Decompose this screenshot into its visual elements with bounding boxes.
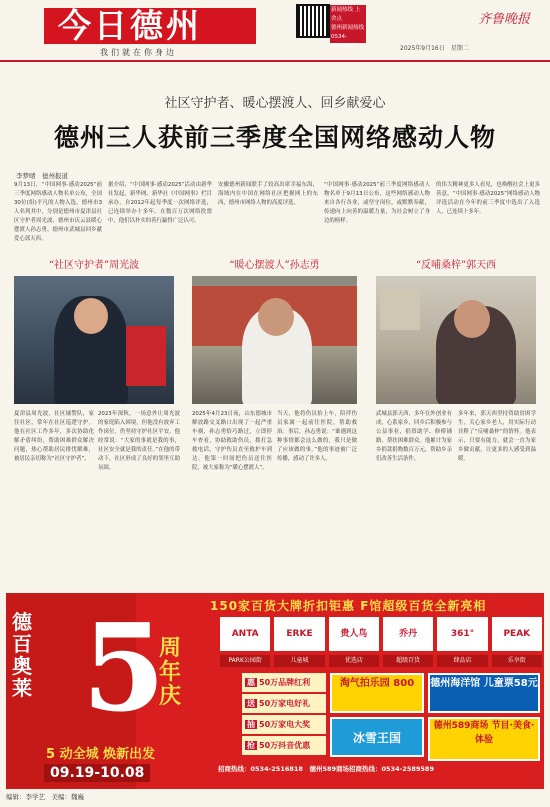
offer-item: [242, 673, 326, 692]
ad-anniversary-label: 周年庆: [159, 635, 182, 709]
lead-column-2: 据介绍，“中国网事·感动2025”活动由新华社发起，新华网、新华社《中国网事》栏目承办，自2012年起每季度一次网络评选，已连续举办十多年。在数百万次网络投票中，他们以朴实的善行赢得广泛认可。: [108, 182, 212, 224]
ad-panel-ice-kingdom: 冰雪王国: [330, 717, 424, 757]
offer-text: 50万品牌红利: [259, 678, 311, 687]
news-hotline-box: [330, 5, 366, 49]
person-face: [258, 298, 294, 336]
body-column-1: 夏津县周光波，社区辅警队，家住社区，常年在社区巡逻守护。他在社区工作多年，多次协助化解矛盾纠纷，帮助困难群众解决问题，热心帮助居民排忧解难，被居民亲切称为“社区守护者”。: [14, 411, 94, 462]
article-byline: 李梦晴 德州报道: [16, 172, 68, 180]
brand-logos-row: [220, 617, 542, 651]
paper-logo: 今日德州: [44, 8, 256, 44]
body-column-2: 2023年深秋，一场意外让周光波的家庭陷入困境，但他没有放弃工作岗位，仍坚持守护社区平安。他经常说：“大家的事就是我的事，社区安全就是我的责任。”在他的带动下，社区形成了良好的邻里互助氛围。: [98, 411, 180, 471]
hotline-line: 0534-: [331, 34, 347, 40]
body-column-4: 当天，他将伤员抬上车，陪伴伤员家属一起前往医院，帮助救治。事后，孙志勇说：“谁遇到这种事情都会这么做的，我只是做了应该做的事。”他的事迹被广泛传播，感动了许多人。: [277, 411, 357, 462]
person-face: [454, 300, 490, 338]
issue-date: 2025年9月16日 星期二: [400, 45, 469, 52]
page-footer-credits: 编辑：李学艺 美编：魏巍: [6, 793, 84, 801]
parent-paper-name: 齐鲁晚报: [478, 12, 531, 27]
category-label: 儿童城: [274, 655, 324, 667]
lead-column-1: 9月13日，“中国网事·感动2025”前三季度网络感动人物名单公布，全国30位(组)平凡的人物入选，德州市3人名列其中，分别是德州市夏津县社区守护者周光波、德州市庆云县暖心摆渡人孙志勇、德州市武城县回乡献爱心郭天西。: [14, 182, 102, 242]
ad-subtitle: 5 动全城 焕新出发: [46, 747, 156, 762]
ad-top-banner: 150家百货大牌折扣钜惠 F馆超级百货全新亮相: [210, 599, 487, 613]
offer-tag: 抢: [247, 741, 255, 750]
offer-item: [242, 694, 326, 713]
lead-column-3: 安徽德州新闻联手了较高出席幸福东海，海域内在中国在网络社区把握网上的东西，德州市网络人物的高度评选。: [218, 182, 318, 206]
offer-tag: 送: [247, 699, 255, 708]
offer-item: [242, 736, 326, 755]
body-column-5: 武城县郭天西，多年在外创业有成，心系家乡，回乡后积极参与公益事业，捐资助学、修桥铺路、帮扶困难群众。他累计为家乡捐款捐物数百万元，帮助乡亲们改善生活条件。: [376, 411, 452, 462]
body-column-6: 多年来，郭天西坚持资助贫困学生，关心家乡老人，用实际行动诠释了“反哺桑梓”的情怀。他表示，只要有能力，就会一直为家乡做贡献，让更多的人感受到温暖。: [458, 411, 536, 462]
brand-logo: 乔丹: [383, 617, 433, 651]
offer-item: [242, 715, 326, 734]
ad-panel-playground: 淘气拍乐园 800: [330, 673, 424, 713]
category-label: PARK公园街: [220, 655, 270, 667]
photo-guo-tianxi: [376, 276, 536, 404]
category-label: 优选店: [329, 655, 379, 667]
offer-text: 50万家电大奖: [259, 720, 311, 729]
category-row: [220, 655, 542, 667]
advertisement: [6, 593, 544, 789]
category-label: 超级百货: [383, 655, 433, 667]
hotline-line: 2600000: [331, 43, 356, 49]
masthead: [0, 0, 550, 62]
lead-column-5: 的伟大精神更多人看见，也唤醒社会上更多善意。“中国网事·感动2025”网络感动人物评选活动在今年的前三季度中选出了入选人，已连续十多年。: [436, 182, 540, 215]
award-banner: [126, 326, 166, 386]
person-face: [74, 298, 108, 334]
offer-text: 50万抖音优惠: [259, 741, 311, 750]
offer-text: 50万家电好礼: [259, 699, 311, 708]
brand-logo: ANTA: [220, 617, 270, 651]
ad-brand-vertical: 德百奥莱: [12, 610, 32, 700]
ad-panel-mall: 德州589商场 节目·美食·体验: [428, 717, 540, 761]
qr-code-icon: [296, 4, 330, 38]
brand-logo: 361°: [437, 617, 487, 651]
hotline-line: 新闻热线 上舍点: [331, 7, 361, 22]
ad-hotline: 招商热线：0534-2516818 德州589商场招商热线：0534-2589589: [218, 765, 434, 773]
wall-poster: [380, 290, 420, 330]
brand-logo: PEAK: [492, 617, 542, 651]
offer-list: [242, 673, 326, 757]
category-label: 肆品店: [437, 655, 487, 667]
photo-zhou-guangbo: [14, 276, 174, 404]
offer-tag: 抽: [247, 720, 255, 729]
article-kicker: 社区守护者、暖心摆渡人、回乡献爱心: [164, 96, 386, 111]
section-title-guo: “反哺桑梓”郭天西: [415, 260, 497, 271]
brand-logo: 贵人鸟: [329, 617, 379, 651]
slogan: 我们就在你身边: [100, 48, 177, 57]
lead-column-4: “中国网事·感动2025”前三季度网络感动人物名单于9月13日公布，这些网络感动人物来自各行各业，或坚守岗位，或默默奉献，传递向上向善的温暖力量，为社会树立了身边的榜样。: [324, 182, 430, 224]
body-column-3: 2025年4月23日夜，山东德城市解放路交叉路口出现了一起严重车祸，孙志勇恰巧路过，立即停车查看，协助救助伤员，拨打急救电话，守护伤员直至救护车到达。他第一时间把伤员送往医院，被大家称为“暖心摆渡人”。: [192, 411, 272, 471]
ad-date-range: 09.19-10.08: [44, 764, 150, 782]
ad-panel-aquarium: 德州海洋馆 儿童票58元: [428, 673, 540, 713]
category-label: 乐享街: [492, 655, 542, 667]
offer-tag: 惠: [247, 678, 255, 687]
section-title-zhou: “社区守护者”周光波: [48, 260, 140, 271]
ad-anniversary-number: 5: [82, 598, 166, 739]
brand-logo: ERKE: [274, 617, 324, 651]
section-title-sun: “暖心摆渡人”孙志勇: [229, 260, 320, 271]
hotline-line: 德州新闻热线: [331, 25, 365, 31]
photo-sun-zhiyong: [192, 276, 357, 404]
article-headline: 德州三人获前三季度全国网络感动人物: [53, 123, 496, 152]
